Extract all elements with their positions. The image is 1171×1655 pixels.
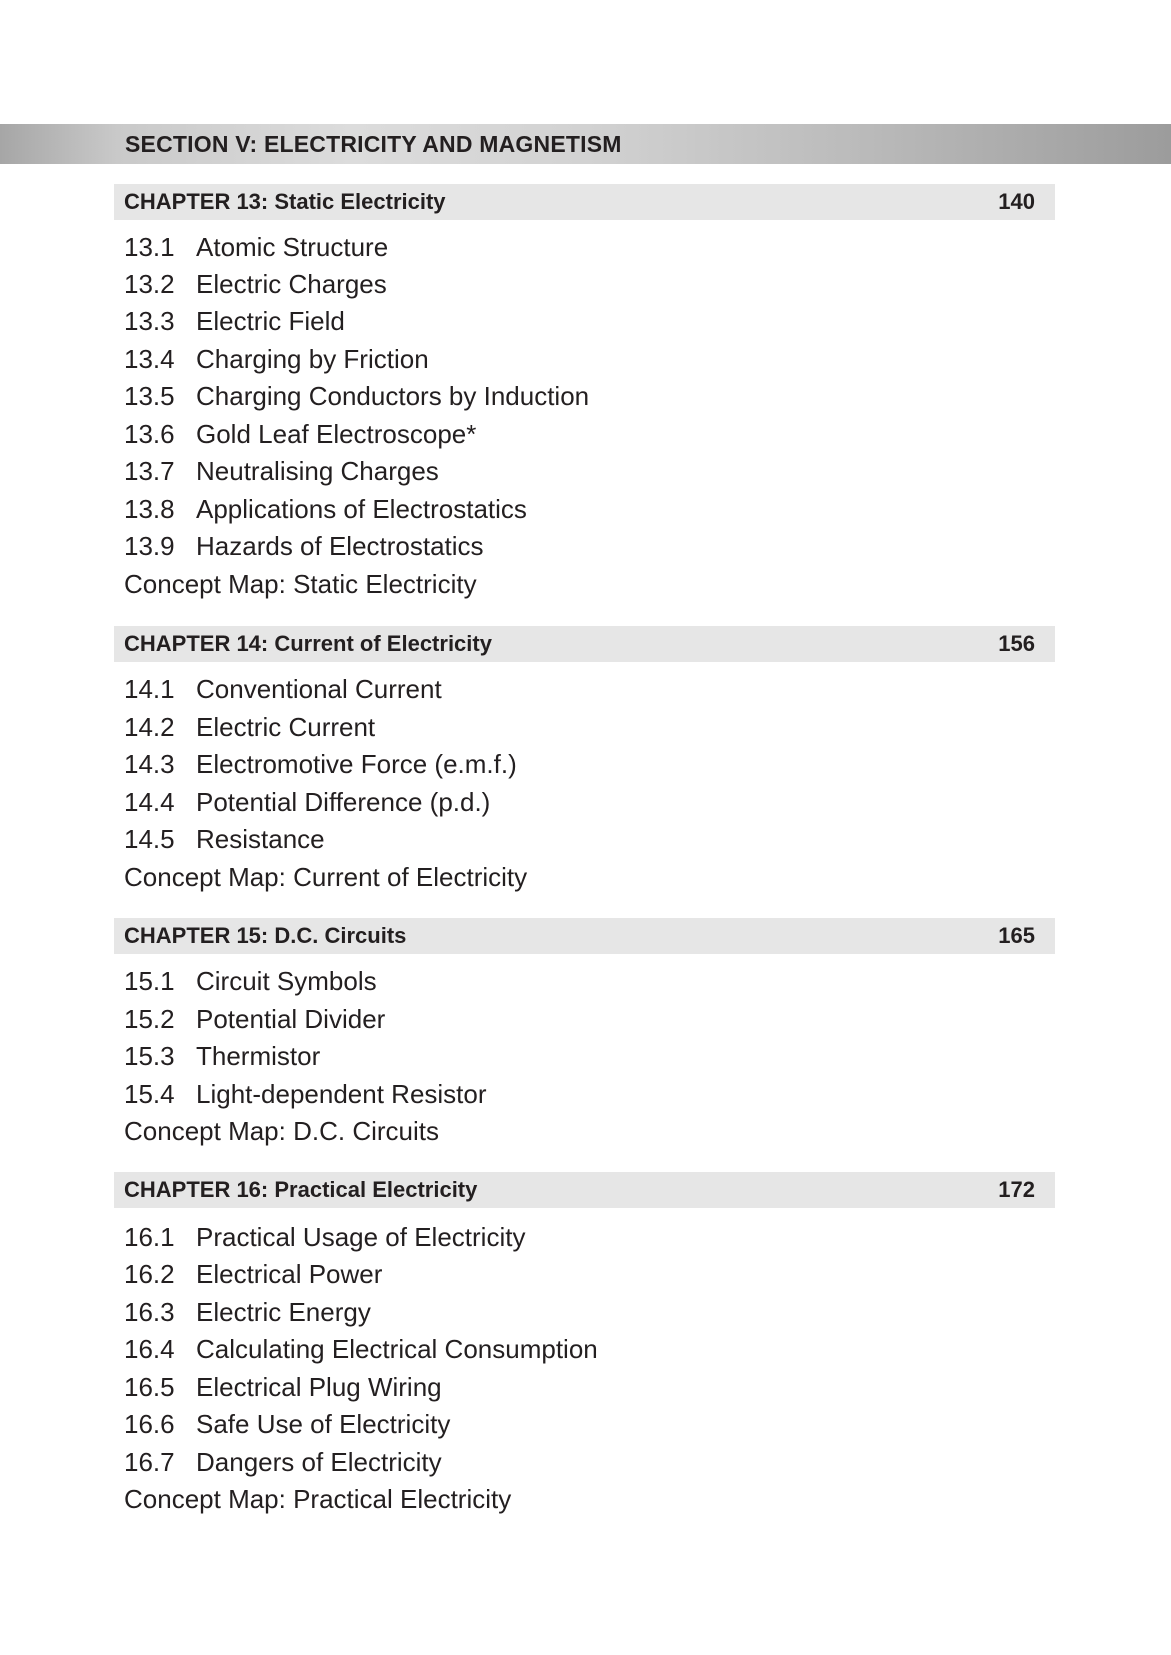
toc-item <box>124 787 490 818</box>
toc-item <box>124 269 387 300</box>
item-number: 15.4 <box>124 1079 175 1109</box>
item-label: Electric Energy <box>196 1297 371 1327</box>
item-label: Dangers of Electricity <box>196 1447 442 1477</box>
item-label: Calculating Electrical Consumption <box>196 1334 598 1364</box>
item-number: 16.5 <box>124 1372 175 1402</box>
item-label: Practical Usage of Electricity <box>196 1222 526 1252</box>
item-label: Conventional Current <box>196 674 442 704</box>
item-number: 13.4 <box>124 344 175 374</box>
item-label: Potential Difference (p.d.) <box>196 787 491 817</box>
toc-item <box>124 1259 382 1290</box>
item-number: 13.7 <box>124 456 175 486</box>
item-label: Electrical Plug Wiring <box>196 1372 442 1402</box>
chapter-title: CHAPTER 14: Current of Electricity <box>124 631 492 656</box>
toc-item <box>124 419 476 450</box>
item-number: 15.1 <box>124 966 175 996</box>
item-number: 16.3 <box>124 1297 175 1327</box>
toc-item <box>124 966 377 997</box>
item-number: 13.8 <box>124 494 175 524</box>
toc-item <box>124 824 325 855</box>
item-number: 13.6 <box>124 419 175 449</box>
item-number: 16.2 <box>124 1259 175 1289</box>
item-number: 13.5 <box>124 381 175 411</box>
toc-item <box>124 712 375 743</box>
toc-item <box>124 531 484 562</box>
item-label: Electrical Power <box>196 1259 383 1289</box>
toc-item <box>124 306 345 337</box>
concept-map-item: Concept Map: Practical Electricity <box>124 1484 512 1514</box>
item-number: 15.3 <box>124 1041 175 1071</box>
item-label: Gold Leaf Electroscope* <box>196 419 477 449</box>
item-label: Resistance <box>196 824 325 854</box>
item-label: Electromotive Force (e.m.f.) <box>196 749 517 779</box>
item-number: 13.2 <box>124 269 175 299</box>
item-label: Light-dependent Resistor <box>196 1079 487 1109</box>
concept-map-item: Concept Map: Current of Electricity <box>124 862 528 892</box>
item-number: 14.5 <box>124 824 175 854</box>
item-label: Electric Current <box>196 712 376 742</box>
item-number: 13.1 <box>124 232 175 262</box>
item-number: 15.2 <box>124 1004 175 1034</box>
item-number: 16.7 <box>124 1447 175 1477</box>
concept-map-item: Concept Map: D.C. Circuits <box>124 1116 439 1146</box>
item-number: 14.3 <box>124 749 175 779</box>
item-number: 16.1 <box>124 1222 175 1252</box>
toc-item <box>124 1079 487 1110</box>
toc-item <box>124 1447 442 1478</box>
item-label: Potential Divider <box>196 1004 386 1034</box>
toc-item <box>124 674 442 705</box>
toc-item <box>124 1222 525 1253</box>
toc-item <box>124 1334 598 1365</box>
item-label: Electric Field <box>196 306 345 336</box>
concept-map-item: Concept Map: Static Electricity <box>124 569 477 599</box>
section-title: SECTION V: ELECTRICITY AND MAGNETISM <box>125 131 622 157</box>
toc-item <box>124 494 527 525</box>
item-number: 14.2 <box>124 712 175 742</box>
item-label: Charging by Friction <box>196 344 429 374</box>
chapter-title: CHAPTER 15: D.C. Circuits <box>124 923 407 948</box>
toc-item <box>124 1004 385 1035</box>
chapter-page-number: 140 <box>998 189 1035 214</box>
chapter-page-number: 156 <box>998 631 1035 656</box>
toc-item <box>124 456 439 487</box>
toc-item <box>124 344 429 375</box>
chapter-header <box>114 184 1055 220</box>
item-label: Applications of Electrostatics <box>196 494 527 524</box>
item-number: 14.4 <box>124 787 175 817</box>
toc-item <box>124 1041 320 1072</box>
toc-item <box>124 1372 442 1403</box>
toc-item <box>124 749 517 780</box>
item-number: 16.6 <box>124 1409 175 1439</box>
item-label: Hazards of Electrostatics <box>196 531 484 561</box>
chapter-title: CHAPTER 16: Practical Electricity <box>124 1177 478 1202</box>
toc-item <box>124 1297 371 1328</box>
chapter-page-number: 165 <box>998 923 1035 948</box>
item-number: 13.3 <box>124 306 175 336</box>
chapter-page-number: 172 <box>998 1177 1035 1202</box>
chapter-header <box>114 626 1055 662</box>
chapter-title: CHAPTER 13: Static Electricity <box>124 189 446 214</box>
item-label: Thermistor <box>196 1041 321 1071</box>
toc-item <box>124 1409 450 1440</box>
item-label: Charging Conductors by Induction <box>196 381 590 411</box>
item-number: 16.4 <box>124 1334 175 1364</box>
toc-item <box>124 232 388 263</box>
item-label: Safe Use of Electricity <box>196 1409 451 1439</box>
item-number: 13.9 <box>124 531 175 561</box>
toc-item <box>124 381 589 412</box>
chapter-header <box>114 1172 1055 1208</box>
item-label: Atomic Structure <box>196 232 389 262</box>
item-label: Neutralising Charges <box>196 456 439 486</box>
item-label: Electric Charges <box>196 269 387 299</box>
chapter-header <box>114 918 1055 954</box>
item-label: Circuit Symbols <box>196 966 377 996</box>
item-number: 14.1 <box>124 674 175 704</box>
